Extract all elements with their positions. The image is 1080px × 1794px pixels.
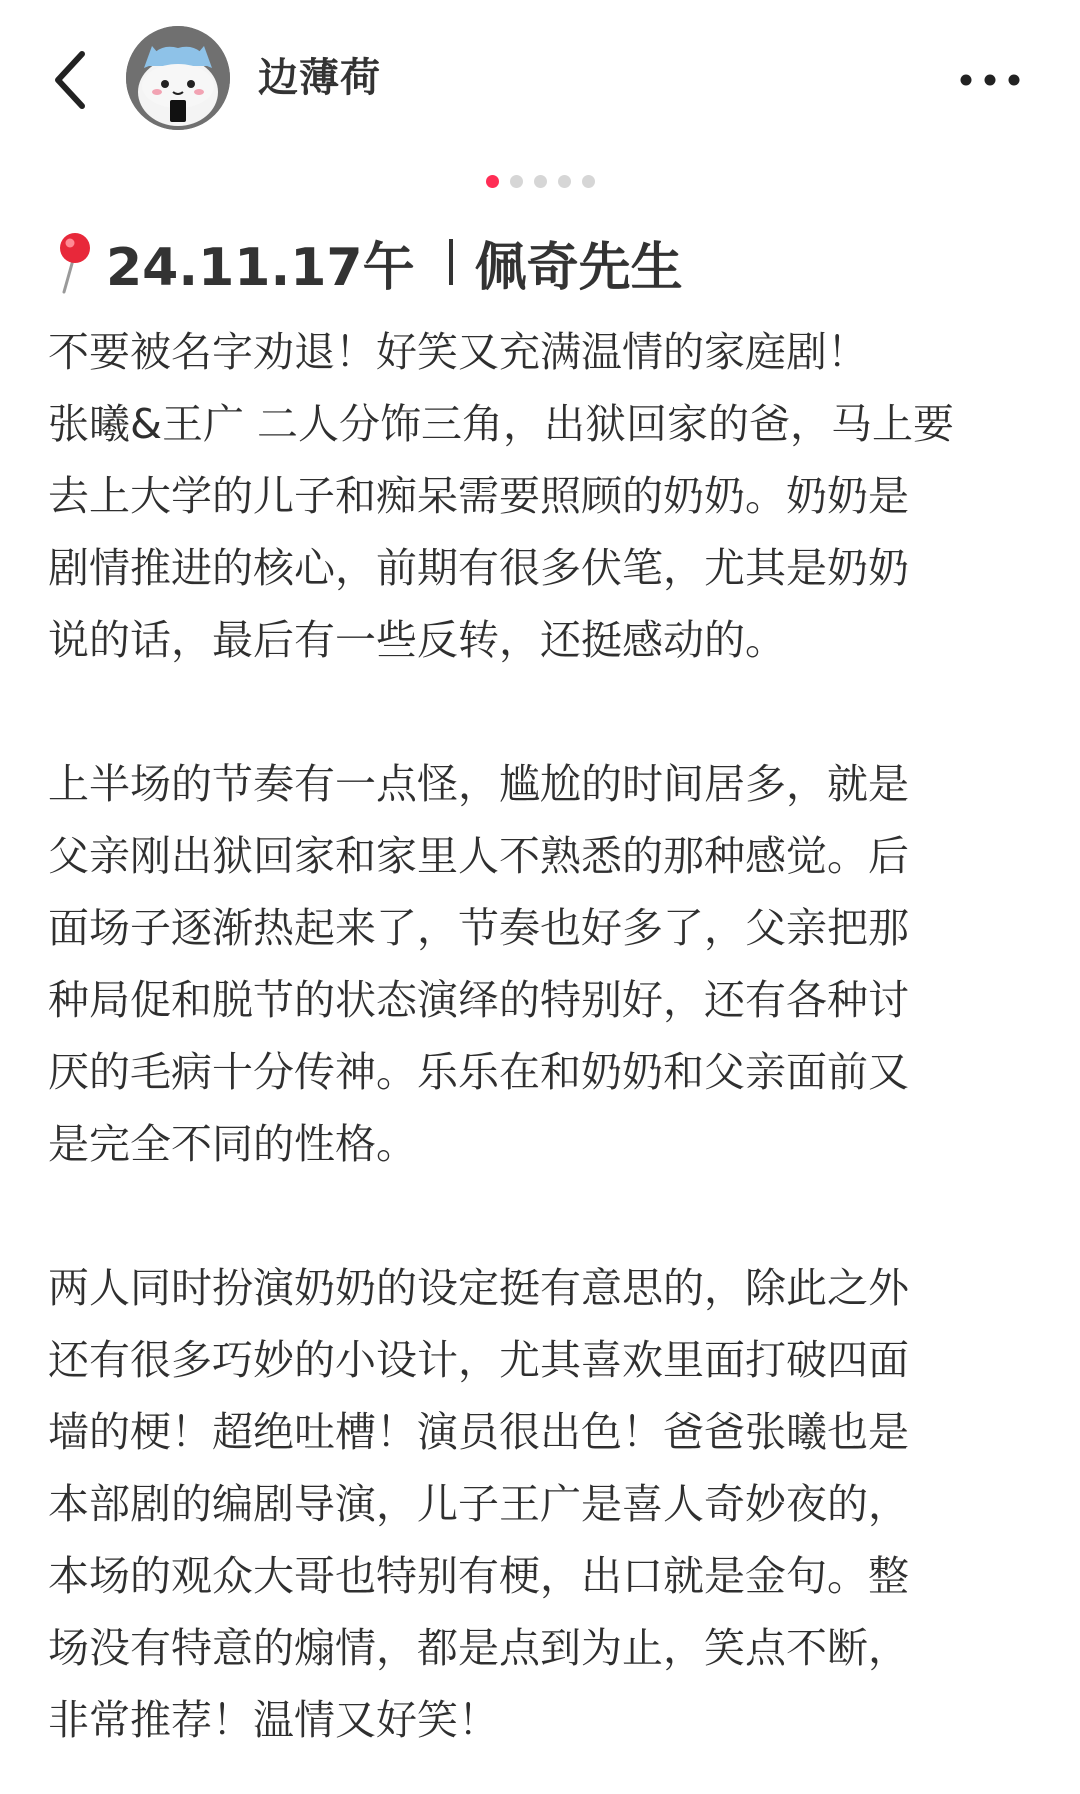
carousel-dot[interactable] bbox=[582, 175, 595, 188]
post-text-line: 厌的毛病十分传神。乐乐在和奶奶和父亲面前又 bbox=[48, 1048, 909, 1096]
post-text-line: 场没有特意的煽情，都是点到为止，笑点不断， bbox=[48, 1624, 909, 1672]
red-pushpin-icon bbox=[50, 230, 96, 294]
carousel-dot[interactable] bbox=[534, 175, 547, 188]
post-text-line: 种局促和脱节的状态演绎的特别好，还有各种讨 bbox=[48, 976, 909, 1024]
author-avatar[interactable] bbox=[126, 26, 230, 130]
post-paragraph bbox=[48, 748, 1048, 1180]
post-text-line: 墙的梗！超绝吐槽！演员很出色！爸爸张曦也是 bbox=[48, 1408, 909, 1456]
cartoon-cat-avatar-icon bbox=[126, 26, 230, 130]
chevron-left-icon bbox=[50, 48, 90, 112]
post-text-line: 去上大学的儿子和痴呆需要照顾的奶奶。奶奶是 bbox=[48, 472, 909, 520]
post-text-line: 剧情推进的核心，前期有很多伏笔，尤其是奶奶 bbox=[48, 544, 909, 592]
more-horizontal-icon bbox=[958, 72, 1022, 88]
post-header bbox=[0, 0, 1080, 160]
post-text-line: 不要被名字劝退！好笑又充满温情的家庭剧！ bbox=[48, 328, 868, 376]
post-text-line: 面场子逐渐热起来了，节奏也好多了，父亲把那 bbox=[48, 904, 909, 952]
post-text-line: 是完全不同的性格。 bbox=[48, 1120, 417, 1168]
post-date: 24.11.17午 bbox=[106, 237, 415, 298]
carousel-dot-active[interactable] bbox=[486, 175, 499, 188]
post-paragraph bbox=[48, 1252, 1048, 1756]
author-name[interactable]: 边薄荷 bbox=[258, 55, 381, 101]
post-content bbox=[48, 316, 1048, 1756]
title-divider bbox=[449, 239, 453, 285]
post-text-line: 父亲刚出狱回家和家里人不熟悉的那种感觉。后 bbox=[48, 832, 909, 880]
post-paragraph bbox=[48, 316, 1048, 676]
carousel-indicator bbox=[0, 175, 1080, 188]
post-text-line: 还有很多巧妙的小设计，尤其喜欢里面打破四面 bbox=[48, 1336, 909, 1384]
carousel-dot[interactable] bbox=[510, 175, 523, 188]
post-title bbox=[50, 222, 683, 302]
post-text-line: 本场的观众大哥也特别有梗，出口就是金句。整 bbox=[48, 1552, 909, 1600]
carousel-dot[interactable] bbox=[558, 175, 571, 188]
post-text-line: 上半场的节奏有一点怪，尴尬的时间居多，就是 bbox=[48, 760, 909, 808]
post-text-line: 说的话，最后有一些反转，还挺感动的。 bbox=[48, 616, 786, 664]
post-text-line: 两人同时扮演奶奶的设定挺有意思的，除此之外 bbox=[48, 1264, 909, 1312]
back-button[interactable] bbox=[40, 40, 100, 120]
show-name: 佩奇先生 bbox=[474, 237, 683, 298]
post-text-line: 本部剧的编剧导演，儿子王广是喜人奇妙夜的， bbox=[48, 1480, 909, 1528]
more-options-button[interactable] bbox=[940, 52, 1040, 108]
post-text-line: 非常推荐！温情又好笑！ bbox=[48, 1696, 499, 1744]
post-text-line: 张曦&王广 二人分饰三角，出狱回家的爸，马上要 bbox=[48, 400, 955, 448]
